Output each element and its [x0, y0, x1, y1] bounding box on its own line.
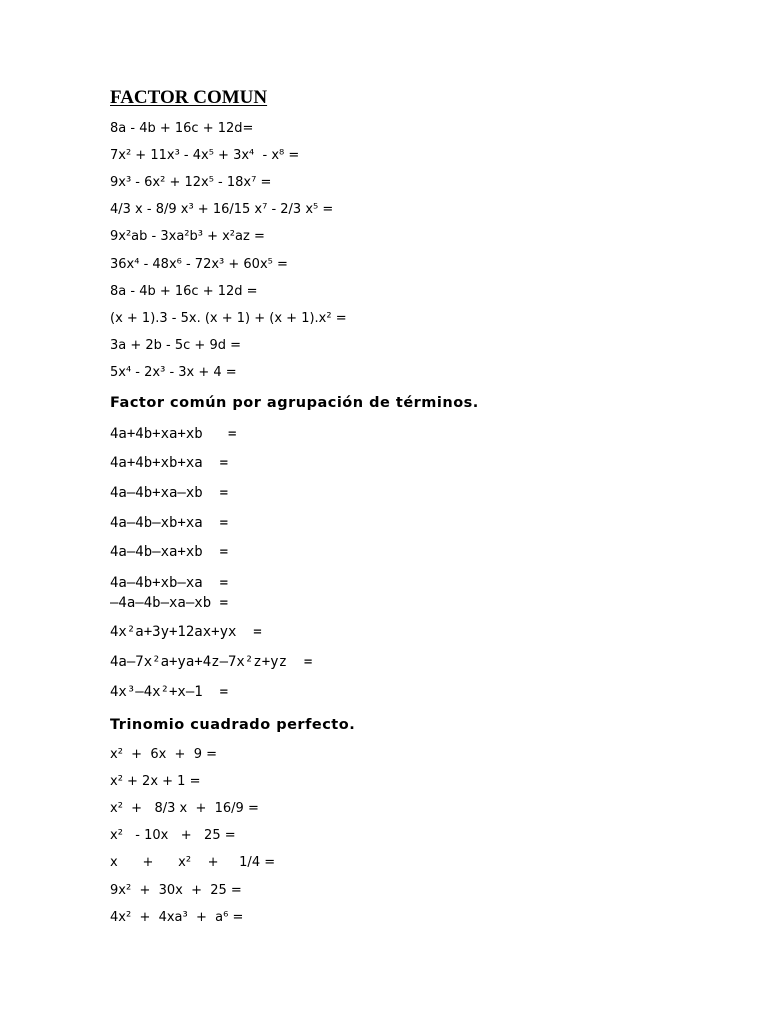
exercise-line: (x + 1).3 - 5x. (x + 1) + (x + 1).x² = [110, 311, 347, 326]
exercise-line: 8a - 4b + 16c + 12d= [110, 121, 254, 136]
exercise-line: x² + 2x + 1 = [110, 774, 201, 789]
exercise-line: 4x³–4x²+x–1 = [110, 684, 229, 700]
exercise-line: 9x²ab - 3xa²b³ + x²az = [110, 229, 265, 244]
exercise-line: 3a + 2b - 5c + 9d = [110, 338, 241, 353]
section-heading: Factor común por agrupación de términos. [110, 395, 479, 411]
document-title: FACTOR COMUN [110, 87, 268, 108]
exercise-line: x + x² + 1/4 = [110, 855, 276, 870]
exercise-line: 9x² + 30x + 25 = [110, 883, 242, 898]
exercise-line: x² + 6x + 9 = [110, 747, 218, 762]
exercise-line: 4a–4b+xb–xa = [110, 575, 229, 591]
exercise-line: 36x⁴ - 48x⁶ - 72x³ + 60x⁵ = [110, 257, 288, 272]
exercise-line: 4a+4b+xa+xb = [110, 426, 237, 442]
exercise-line: x² - 10x + 25 = [110, 828, 236, 843]
exercise-line: 9x³ - 6x² + 12x⁵ - 18x⁷ = [110, 175, 272, 190]
exercise-line: 4a–7x²a+ya+4z–7x²z+yz = [110, 654, 313, 670]
exercise-line: 4/3 x - 8/9 x³ + 16/15 x⁷ - 2/3 x⁵ = [110, 202, 334, 217]
exercise-line: 4x²a+3y+12ax+yx = [110, 624, 262, 640]
exercise-line: x² + 8/3 x + 16/9 = [110, 801, 259, 816]
exercise-line: 4a+4b+xb+xa = [110, 455, 229, 471]
exercise-line: 4a–4b–xa+xb = [110, 544, 229, 560]
exercise-line: 8a - 4b + 16c + 12d = [110, 284, 258, 299]
section-heading: Trinomio cuadrado perfecto. [110, 717, 356, 733]
exercise-line: 5x⁴ - 2x³ - 3x + 4 = [110, 365, 237, 380]
exercise-line: 7x² + 11x³ - 4x⁵ + 3x⁴ - x⁸ = [110, 148, 300, 163]
exercise-line: –4a–4b–xa–xb = [110, 595, 229, 611]
exercise-line: 4a–4b–xb+xa = [110, 515, 229, 531]
exercise-line: 4x² + 4xa³ + a⁶ = [110, 910, 244, 925]
exercise-line: 4a–4b+xa–xb = [110, 485, 229, 501]
